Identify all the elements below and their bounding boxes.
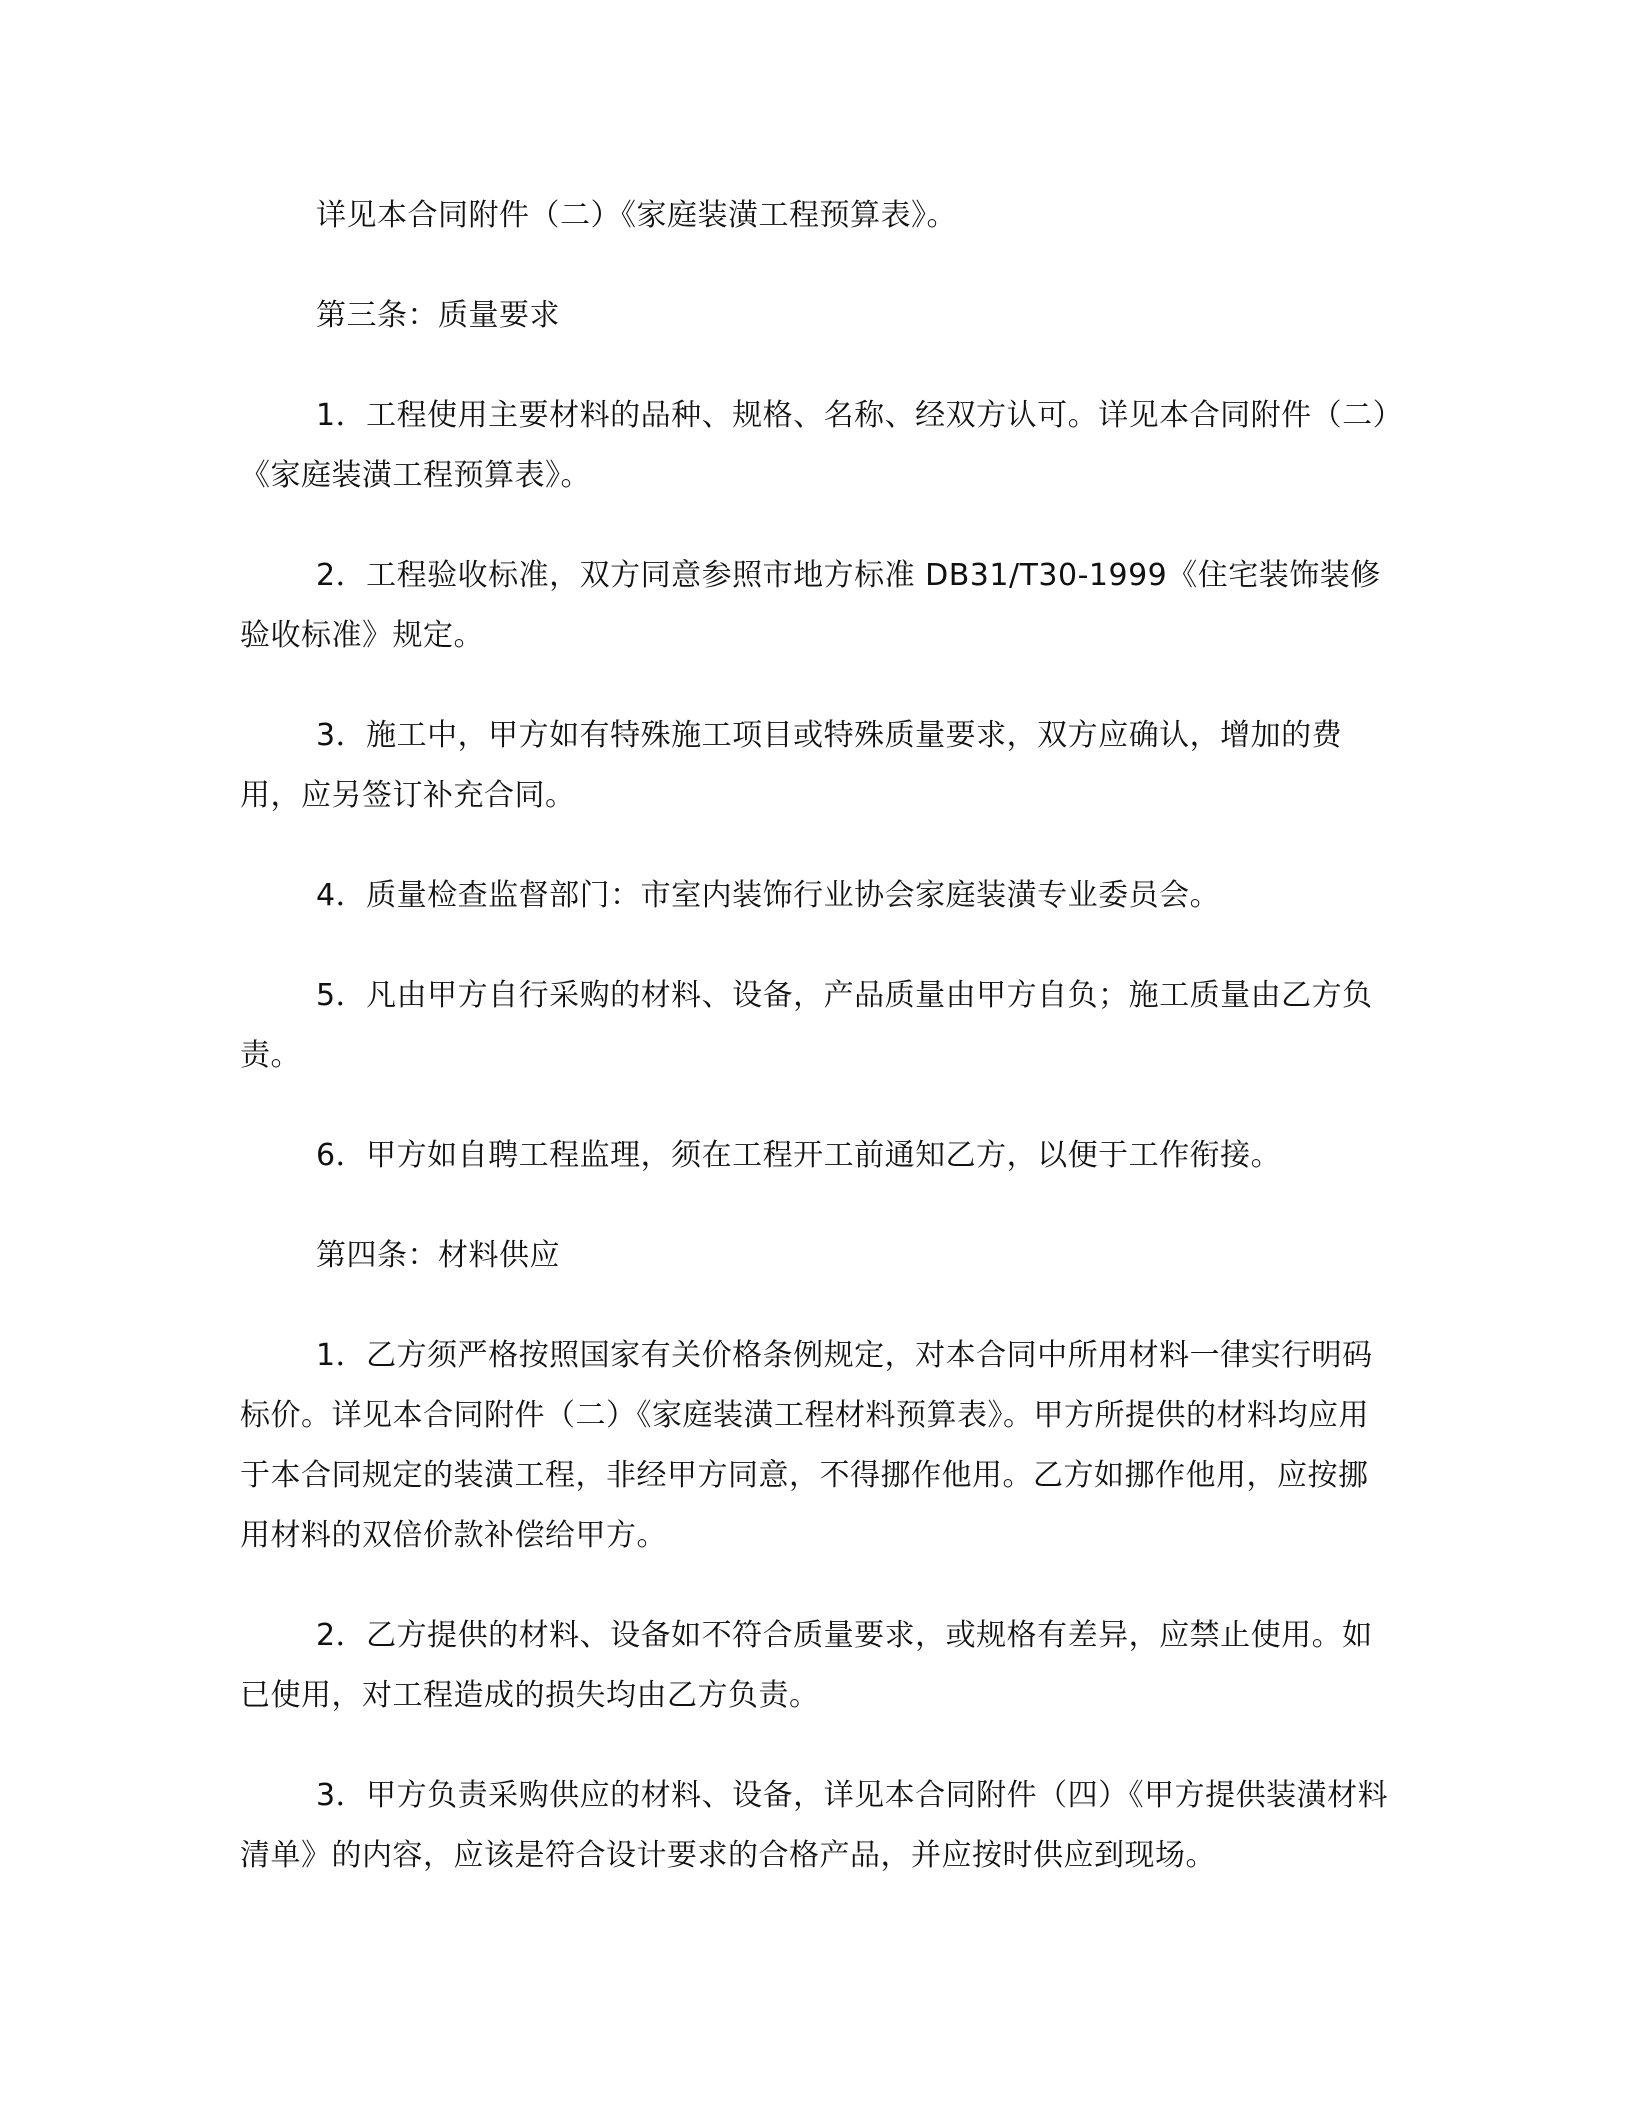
paragraph-materials-1: 1．乙方须严格按照国家有关价格条例规定，对本合同中所用材料一律实行明码标价。详见本合同附件（二）《家庭装潢工程材料预算表》。甲方所提供的材料均应用于本合同规定的装潢工程，非经甲方同意，不得挪作他用。乙方如挪作他用，应按挪用材料的双倍价款补偿给甲方。 <box>240 1338 1373 1553</box>
paragraph-materials-2: 2．乙方提供的材料、设备如不符合质量要求，或规格有差异，应禁止使用。如已使用，对工程造成的损失均由乙方负责。 <box>240 1618 1373 1713</box>
paragraph-quality-1: 1．工程使用主要材料的品种、规格、名称、经双方认可。详见本合同附件（二）《家庭装潢工程预算表》。 <box>240 398 1389 493</box>
paragraph-materials-3: 3．甲方负责采购供应的材料、设备，详见本合同附件（四）《甲方提供装潢材料清单》的内容，应该是符合设计要求的合格产品，并应按时供应到现场。 <box>240 1778 1389 1873</box>
paragraph-budget-reference: 详见本合同附件（二）《家庭装潢工程预算表》。 <box>316 198 957 233</box>
paragraph-quality-4: 4．质量检查监督部门：市室内装饰行业协会家庭装潢专业委员会。 <box>316 878 1221 913</box>
heading-article-3-quality: 第三条：质量要求 <box>316 298 560 333</box>
heading-article-4-materials: 第四条：材料供应 <box>316 1238 560 1273</box>
paragraph-quality-3: 3．施工中，甲方如有特殊施工项目或特殊质量要求，双方应确认，增加的费用，应另签订补充合同。 <box>240 718 1343 813</box>
paragraph-quality-2: 2．工程验收标准，双方同意参照市地方标准 DB31/T30-1999《住宅装饰装修验收标准》规定。 <box>240 558 1381 653</box>
paragraph-quality-5: 5．凡由甲方自行采购的材料、设备，产品质量由甲方自负；施工质量由乙方负责。 <box>240 978 1373 1073</box>
paragraph-quality-6: 6．甲方如自聘工程监理，须在工程开工前通知乙方，以便于工作衔接。 <box>316 1138 1282 1173</box>
